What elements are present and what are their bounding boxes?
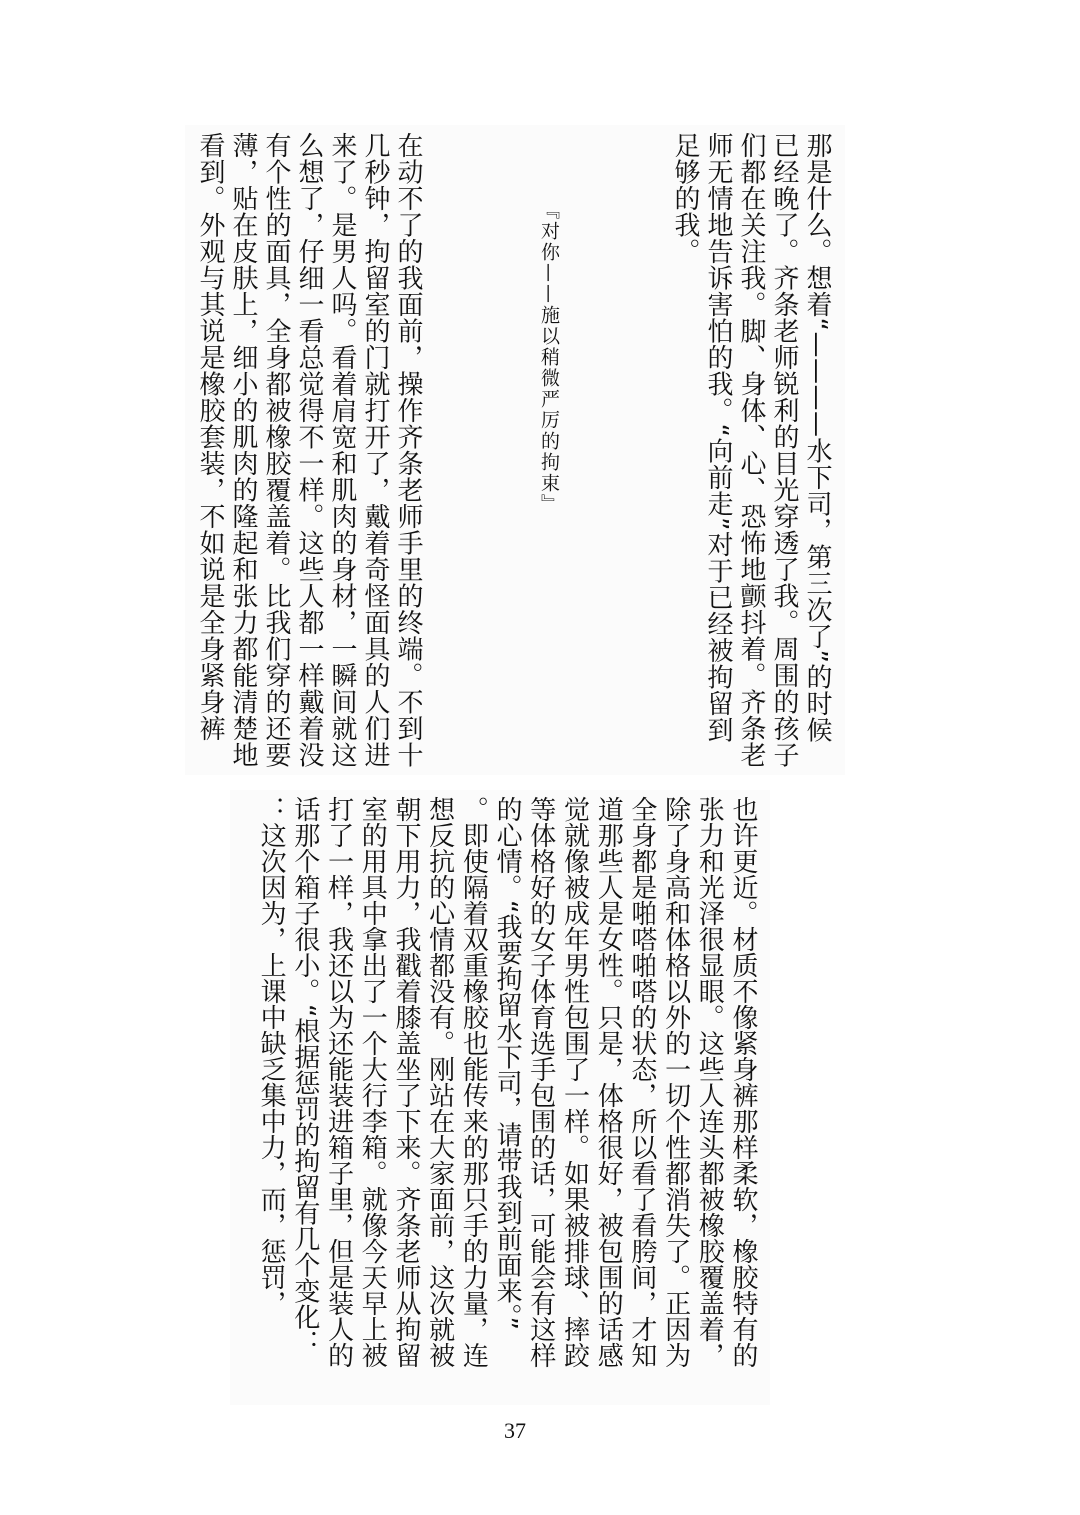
text-column: 么想了，仔细一看总觉得不一样。这些人都一样戴着没: [294, 132, 324, 768]
text-column: 们都在关注我。脚、身体、心、恐怖地颤抖着。齐条老: [736, 132, 766, 768]
text-column: 师无情地告诉害怕的我。“向前走”对于已经被拘留到: [703, 132, 733, 743]
text-column: 也许更近。材质不像紧身裤那样柔软，橡胶特有的: [728, 796, 758, 1368]
text-column: 除了身高和体格以外的一切个性都消失了。正因为: [660, 796, 691, 1368]
text-column: 张力和光泽很显眼。这些人连头都被橡胶覆盖着，: [694, 796, 725, 1368]
text-column: ：这次因为，上课中缺乏集中力，而，惩罚，: [256, 796, 287, 1316]
text-column: 室的用具中拿出了一个大行李箱。就像今天早上被: [357, 796, 388, 1368]
text-column: 。即使隔着双重橡胶也能传来的那只手的力量，连: [458, 796, 489, 1368]
text-column: 薄，贴在皮肤上，细小的肌肉的隆起和张力都能清楚地: [228, 132, 258, 768]
page-number: 37: [504, 1418, 526, 1443]
top-paragraph-right: [668, 132, 833, 768]
section-title-text: 『对你——施以稍微严厉的拘束』: [538, 200, 560, 515]
text-column: 全身都是啪嗒啪嗒的状态，所以看了看胯间，才知: [626, 796, 657, 1368]
text-column: 在动不了的我面前，操作齐条老师手里的终端。不到十: [393, 132, 423, 768]
text-column: 觉就像被成年男性包围了一样。如果被排球、摔跤: [559, 796, 590, 1368]
text-column: 等体格好的女子体育选手包围的话，可能会有这样: [525, 796, 556, 1368]
text-column: 朝下用力，我戳着膝盖坐了下来。齐条老师从拘留: [390, 796, 421, 1368]
text-column: 话那个箱子很小。“根据惩罚的拘留有几个变化：: [289, 796, 320, 1356]
bottom-paragraph: [236, 796, 759, 1368]
text-column: 打了一样，我还以为还能装进箱子里，但是装人的: [323, 796, 354, 1368]
text-column: 几秒钟，拘留室的门就打开了，戴着奇怪面具的人们进: [360, 132, 390, 768]
text-column: 想反抗的心情都没有。刚站在大家面前，这次就被: [424, 796, 455, 1368]
text-column: 那是什么。想着“————水下司，第三次了”的时候: [802, 132, 832, 743]
text-column: 足够的我。: [670, 132, 700, 265]
text-column: 看到。外观与其说是橡胶套装，不如说是全身紧身裤: [195, 132, 225, 742]
text-column: 道那些人是女性。只是，体格很好，被包围的话感: [593, 796, 624, 1368]
text-column: 已经晚了。齐条老师锐利的目光穿透了我。周围的孩子: [769, 132, 799, 768]
text-column: 来了。是男人吗。看着肩宽和肌肉的身材，一瞬间就这: [327, 132, 357, 768]
section-title: [532, 200, 565, 515]
text-column: 的心情。“我要拘留水下司，请带我到前面来。”: [492, 796, 523, 1330]
text-column: 有个性的面具，全身都被橡胶覆盖着。比我们穿的还要: [261, 132, 291, 768]
top-paragraph-left: [193, 132, 424, 768]
